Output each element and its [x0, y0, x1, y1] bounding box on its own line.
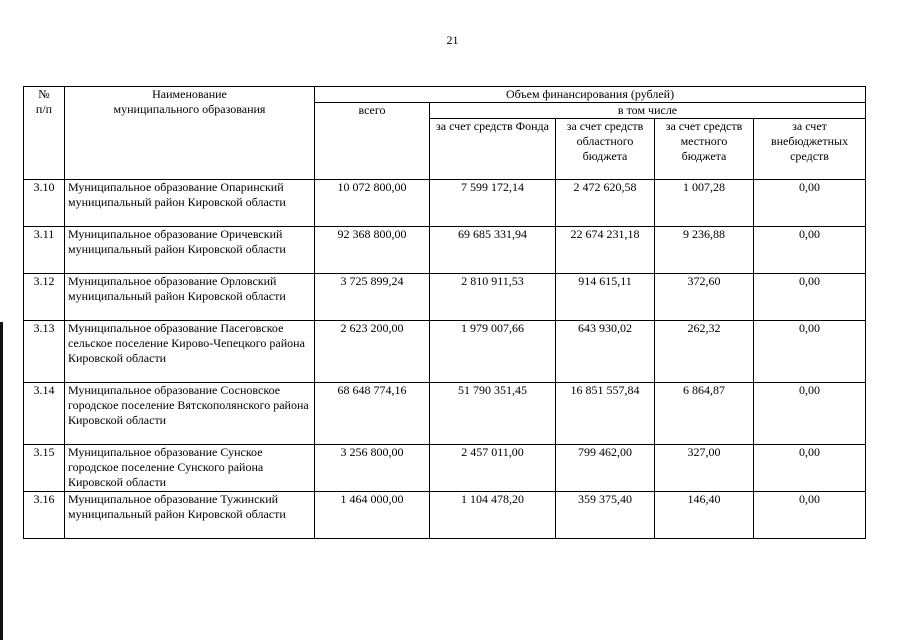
- row-extra: 0,00: [754, 274, 866, 321]
- funding-table: [23, 86, 866, 539]
- row-extra: 0,00: [754, 492, 866, 539]
- table-row: [24, 492, 866, 539]
- row-number: 3.15: [24, 445, 65, 492]
- row-extra: 0,00: [754, 227, 866, 274]
- row-name: Муниципальное образование Сосновское городское поселение Вятскополянского района Кировской области: [65, 383, 315, 445]
- table-row: [24, 227, 866, 274]
- row-total: 3 256 800,00: [315, 445, 430, 492]
- row-fund: 69 685 331,94: [430, 227, 556, 274]
- header-regional: за счет средств областного бюджета: [556, 119, 655, 180]
- row-fund: 2 457 011,00: [430, 445, 556, 492]
- row-name: Муниципальное образование Пасеговское сельское поселение Кирово-Чепецкого района Кировской области: [65, 321, 315, 383]
- header-number-line1: №: [38, 87, 50, 101]
- row-fund: 1 979 007,66: [430, 321, 556, 383]
- page-number: 21: [446, 33, 459, 47]
- row-name: Муниципальное образование Тужинский муниципальный район Кировской области: [65, 492, 315, 539]
- row-fund: 7 599 172,14: [430, 180, 556, 227]
- row-local: 327,00: [655, 445, 754, 492]
- table-row: [24, 180, 866, 227]
- row-regional: 643 930,02: [556, 321, 655, 383]
- row-local: 146,40: [655, 492, 754, 539]
- header-number: [24, 87, 65, 180]
- row-name: Муниципальное образование Опаринский муниципальный район Кировской области: [65, 180, 315, 227]
- row-total: 2 623 200,00: [315, 321, 430, 383]
- row-local: 372,60: [655, 274, 754, 321]
- row-total: 10 072 800,00: [315, 180, 430, 227]
- row-number: 3.11: [24, 227, 65, 274]
- row-fund: 51 790 351,45: [430, 383, 556, 445]
- row-total: 68 648 774,16: [315, 383, 430, 445]
- row-local: 6 864,87: [655, 383, 754, 445]
- row-regional: 359 375,40: [556, 492, 655, 539]
- row-regional: 914 615,11: [556, 274, 655, 321]
- row-name: Муниципальное образование Оричевский муниципальный район Кировской области: [65, 227, 315, 274]
- row-extra: 0,00: [754, 321, 866, 383]
- row-total: 92 368 800,00: [315, 227, 430, 274]
- header-name-line1: Наименование: [152, 87, 227, 101]
- scan-edge-mark: [0, 322, 3, 640]
- row-name: Муниципальное образование Орловский муниципальный район Кировской области: [65, 274, 315, 321]
- header-number-line2: п/п: [35, 102, 53, 116]
- table-row: [24, 445, 866, 492]
- row-regional: 2 472 620,58: [556, 180, 655, 227]
- header-name-line2: муниципального образования: [113, 102, 266, 116]
- table-row: [24, 383, 866, 445]
- row-local: 9 236,88: [655, 227, 754, 274]
- header-extrabudget: за счет внебюджетных средств: [754, 119, 866, 180]
- table-row: [24, 274, 866, 321]
- row-number: 3.14: [24, 383, 65, 445]
- row-number: 3.12: [24, 274, 65, 321]
- row-extra: 0,00: [754, 180, 866, 227]
- header-fund: за счет средств Фонда: [430, 119, 556, 180]
- row-regional: 799 462,00: [556, 445, 655, 492]
- header-local: за счет средств местного бюджета: [655, 119, 754, 180]
- header-funding: Объем финансирования (рублей): [315, 87, 866, 103]
- table-row: [24, 321, 866, 383]
- row-extra: 0,00: [754, 383, 866, 445]
- row-name: Муниципальное образование Сунское городское поселение Сунского района Кировской области: [65, 445, 315, 492]
- row-number: 3.13: [24, 321, 65, 383]
- header-total: всего: [315, 103, 430, 180]
- row-regional: 16 851 557,84: [556, 383, 655, 445]
- row-fund: 2 810 911,53: [430, 274, 556, 321]
- row-regional: 22 674 231,18: [556, 227, 655, 274]
- row-local: 262,32: [655, 321, 754, 383]
- row-local: 1 007,28: [655, 180, 754, 227]
- header-name: [65, 87, 315, 180]
- row-number: 3.10: [24, 180, 65, 227]
- row-fund: 1 104 478,20: [430, 492, 556, 539]
- row-number: 3.16: [24, 492, 65, 539]
- row-total: 1 464 000,00: [315, 492, 430, 539]
- row-extra: 0,00: [754, 445, 866, 492]
- header-including: в том числе: [430, 103, 866, 119]
- row-total: 3 725 899,24: [315, 274, 430, 321]
